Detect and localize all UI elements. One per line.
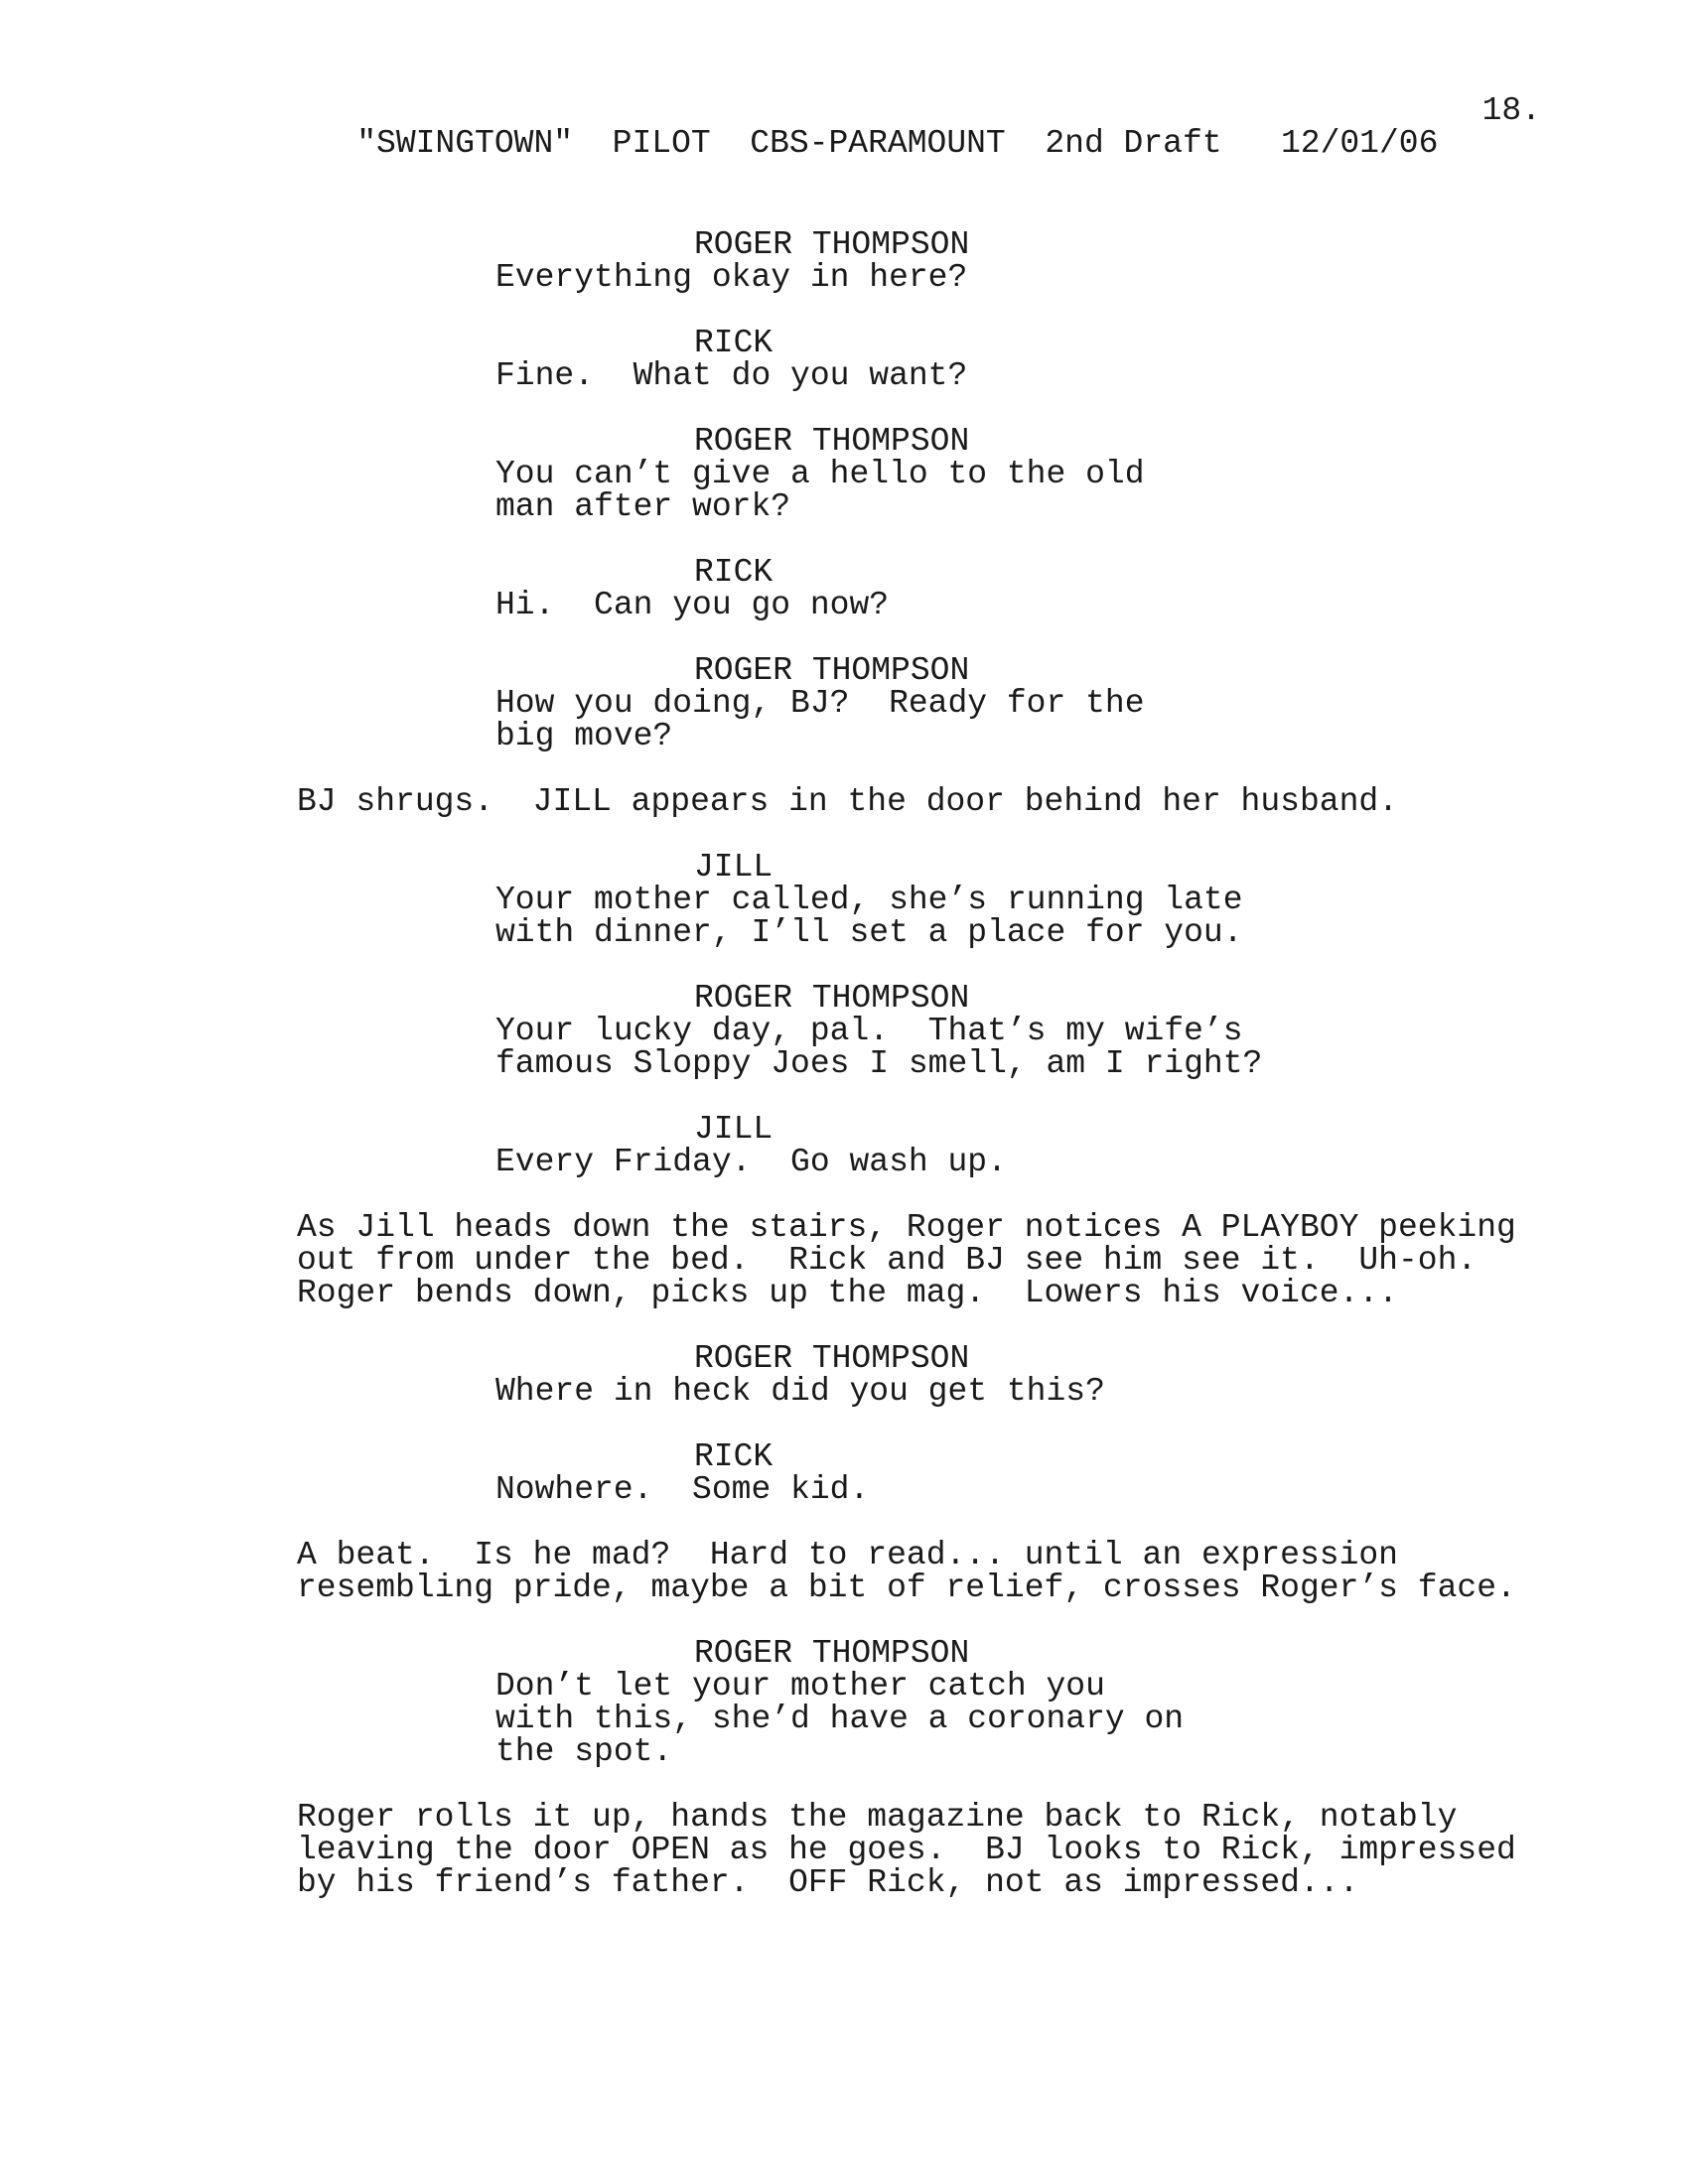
dialogue-line: Your mother called, she’s running late: [495, 882, 1243, 918]
page-number: 18.: [1481, 92, 1541, 129]
dialogue-line: Don’t let your mother catch you: [495, 1668, 1105, 1705]
dialogue-line: How you doing, BJ? Ready for the: [495, 685, 1145, 722]
dialogue-block: [0, 851, 1688, 949]
character-name: RICK: [694, 325, 774, 361]
action-block: [0, 1539, 1688, 1604]
character-name: JILL: [694, 1111, 774, 1148]
dialogue-block: [0, 1440, 1688, 1506]
character-name: RICK: [694, 1438, 774, 1475]
action-line: As Jill heads down the stairs, Roger notices A PLAYBOY peeking: [297, 1209, 1516, 1246]
character-name: RICK: [694, 554, 774, 591]
character-name: ROGER THOMPSON: [694, 226, 970, 263]
action-block: [0, 1211, 1688, 1309]
action-line: A beat. Is he mad? Hard to read... until an expression: [297, 1537, 1398, 1573]
dialogue-line: Where in heck did you get this?: [495, 1373, 1105, 1410]
dialogue-line: with this, she’d have a coronary on: [495, 1701, 1185, 1737]
character-name: ROGER THOMPSON: [694, 980, 970, 1017]
character-name: ROGER THOMPSON: [694, 652, 970, 689]
dialogue-line: with dinner, I’ll set a place for you.: [495, 914, 1243, 951]
dialogue-line: Everything okay in here?: [495, 259, 968, 296]
action-line: leaving the door OPEN as he goes. BJ looks to Rick, impressed: [297, 1832, 1516, 1868]
action-line: Roger bends down, picks up the mag. Lowers his voice...: [297, 1275, 1398, 1311]
character-name: JILL: [694, 849, 774, 886]
dialogue-line: Every Friday. Go wash up.: [495, 1144, 1007, 1180]
dialogue-block: [0, 1342, 1688, 1408]
dialogue-block: [0, 327, 1688, 392]
action-block: [0, 785, 1688, 818]
action-line: resembling pride, maybe a bit of relief, crosses Roger’s face.: [297, 1570, 1516, 1606]
dialogue-line: Hi. Can you go now?: [495, 587, 890, 623]
dialogue-block: [0, 654, 1688, 752]
dialogue-line: the spot.: [495, 1733, 673, 1770]
dialogue-block: [0, 1637, 1688, 1768]
dialogue-line: You can’t give a hello to the old: [495, 456, 1145, 492]
dialogue-block: [0, 982, 1688, 1080]
dialogue-line: famous Sloppy Joes I smell, am I right?: [495, 1045, 1263, 1082]
page-header: [278, 94, 1541, 225]
character-name: ROGER THOMPSON: [694, 1340, 970, 1377]
dialogue-line: Nowhere. Some kid.: [495, 1471, 870, 1508]
dialogue-line: Your lucky day, pal. That’s my wife’s: [495, 1013, 1243, 1049]
action-block: [0, 1801, 1688, 1899]
script-body: [0, 228, 1688, 1932]
action-line: BJ shrugs. JILL appears in the door behind her husband.: [297, 783, 1398, 820]
character-name: ROGER THOMPSON: [694, 1635, 970, 1672]
dialogue-block: [0, 228, 1688, 294]
dialogue-line: man after work?: [495, 488, 791, 525]
dialogue-block: [0, 1113, 1688, 1178]
dialogue-line: big move?: [495, 718, 673, 754]
action-line: by his friend’s father. OFF Rick, not as impressed...: [297, 1864, 1359, 1901]
dialogue-line: Fine. What do you want?: [495, 357, 968, 394]
header-title: "SWINGTOWN" PILOT CBS-PARAMOUNT 2nd Draft 12/01/06: [356, 125, 1439, 162]
dialogue-block: [0, 425, 1688, 523]
dialogue-block: [0, 556, 1688, 621]
action-line: out from under the bed. Rick and BJ see him see it. Uh-oh.: [297, 1242, 1477, 1279]
action-line: Roger rolls it up, hands the magazine back to Rick, notably: [297, 1799, 1458, 1836]
character-name: ROGER THOMPSON: [694, 423, 970, 460]
